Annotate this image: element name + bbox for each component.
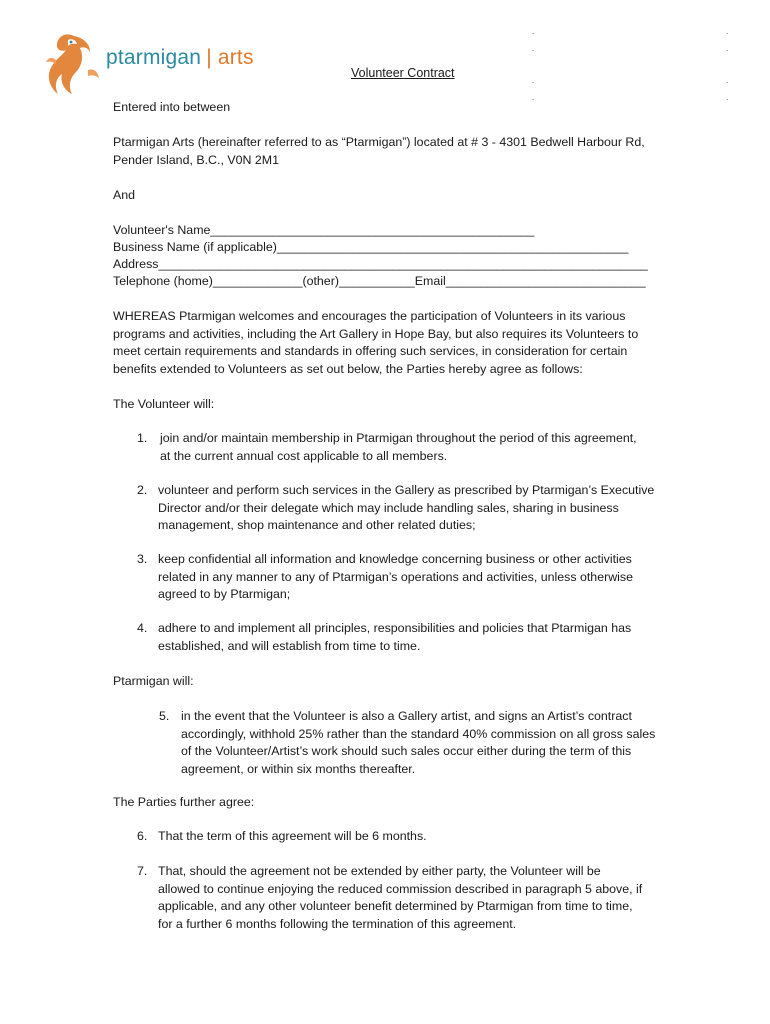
margin-mark: . xyxy=(726,76,729,85)
margin-mark: . xyxy=(532,27,535,36)
logo-name: ptarmigan xyxy=(106,46,202,69)
logo-wordmark xyxy=(106,46,254,70)
item-line: agreed to by Ptarmigan; xyxy=(158,587,291,601)
item-line: applicable, and any other volunteer benefit determined by Ptarmigan from time to time, xyxy=(158,899,633,913)
item-number: 2. xyxy=(137,483,148,497)
item-line: adhere to and implement all principles, responsibilities and policies that Ptarmigan has xyxy=(158,621,632,635)
party1-address xyxy=(113,134,645,169)
whereas-line: programs and activities, including the Art Gallery in Hope Bay, but also requires its Volunteers to xyxy=(113,326,639,341)
ptarmigan-heading: Ptarmigan will: xyxy=(113,674,194,688)
item-line: accordingly, withhold 25% rather than the standard 40% commission on all gross sales xyxy=(181,726,656,741)
item-number: 5. xyxy=(159,709,170,723)
margin-mark: . xyxy=(532,44,535,53)
item-line: agreement, or within six months thereafter. xyxy=(181,761,416,776)
item-line: related in any manner to any of Ptarmigan’s operations and activities, unless otherwise xyxy=(158,569,634,584)
logo-separator: | xyxy=(206,46,212,69)
telephone-email-field[interactable]: Telephone (home)_____________(other)___________Email_____________________________ xyxy=(113,274,646,288)
and-text: And xyxy=(113,188,136,202)
item-line: volunteer and perform such services in the Gallery as prescribed by Ptarmigan’s Executive xyxy=(158,483,655,497)
item-line: That, should the agreement not be extended by either party, the Volunteer will be xyxy=(158,864,601,878)
item-number: 4. xyxy=(137,621,148,635)
margin-mark: . xyxy=(726,44,729,53)
item-line: That the term of this agreement will be 6 months. xyxy=(158,829,427,843)
margin-mark: . xyxy=(726,93,729,102)
whereas-line: benefits extended to Volunteers as set out below, the Parties hereby agree as follows: xyxy=(113,361,583,376)
whereas-paragraph xyxy=(113,308,638,378)
item-line: in the event that the Volunteer is also a Gallery artist, and signs an Artist’s contract xyxy=(181,709,632,723)
logo-suffix: arts xyxy=(217,46,254,69)
document-title: Volunteer Contract xyxy=(351,66,455,80)
margin-mark: . xyxy=(532,76,535,85)
item-line: at the current annual cost applicable to all members. xyxy=(160,448,448,463)
item-line: Director and/or their delegate which may include handling sales, sharing in business xyxy=(158,500,619,515)
item-line: of the Volunteer/Artist’s work should such sales occur either during the term of this xyxy=(181,744,632,758)
volunteer-heading: The Volunteer will: xyxy=(113,397,215,411)
item-number: 7. xyxy=(137,864,148,878)
volunteer-name-field[interactable]: Volunteer's Name_______________________________________________ xyxy=(113,223,535,237)
item-line: established, and will establish from time to time. xyxy=(158,638,421,653)
whereas-line: WHEREAS Ptarmigan welcomes and encourages the participation of Volunteers in its various xyxy=(113,309,626,323)
item-line: join and/or maintain membership in Ptarmigan throughout the period of this agreement, xyxy=(160,431,637,445)
item-number: 1. xyxy=(137,431,148,445)
business-name-field[interactable]: Business Name (if applicable)___________________________________________________ xyxy=(113,240,629,254)
item-line: for a further 6 months following the termination of this agreement. xyxy=(158,916,517,931)
address-field[interactable]: Address_______________________________________________________________________ xyxy=(113,257,648,271)
margin-mark: . xyxy=(532,93,535,102)
margin-mark: . xyxy=(726,27,729,36)
item-number: 6. xyxy=(137,829,148,843)
ptarmigan-arts-logo xyxy=(44,30,254,98)
ptarmigan-bird-icon xyxy=(44,30,104,98)
intro-text: Entered into between xyxy=(113,100,231,114)
item-line: management, shop maintenance and other related duties; xyxy=(158,518,476,532)
party1-line: Ptarmigan Arts (hereinafter referred to as “Ptarmigan”) located at # 3 - 4301 Bedwell Harbour Rd, xyxy=(113,135,645,149)
item-line: allowed to continue enjoying the reduced commission described in paragraph 5 above, if xyxy=(158,881,643,896)
parties-heading: The Parties further agree: xyxy=(113,795,255,809)
whereas-line: meet certain requirements and standards in offering such services, in consideration for certain xyxy=(113,344,628,358)
item-line: keep confidential all information and knowledge concerning business or other activities xyxy=(158,552,632,566)
party1-line: Pender Island, B.C., V0N 2M1 xyxy=(113,152,279,167)
item-number: 3. xyxy=(137,552,148,566)
